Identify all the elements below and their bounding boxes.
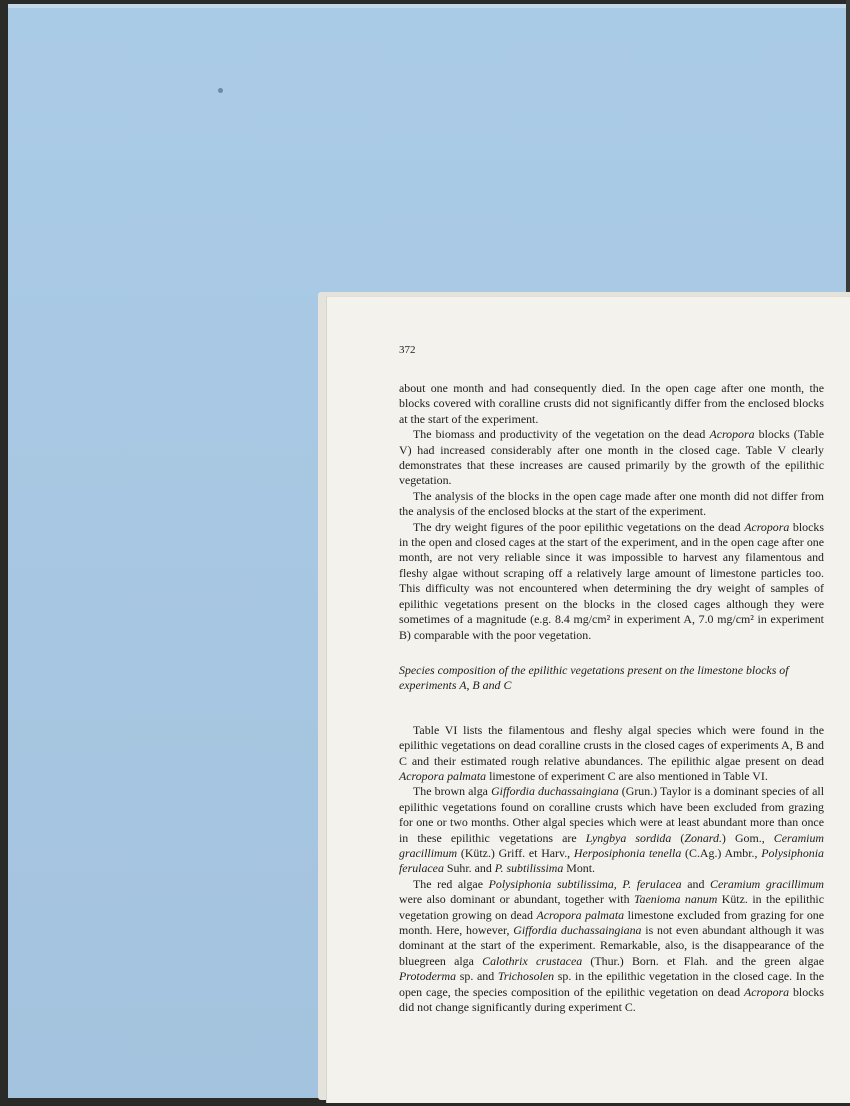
text-run: blocks in the open and closed cages at the start of the experiment, and in the open cage after one month, are not very reliable since it was impossible to harvest any filamentous and fleshy algae without scraping off a relatively large amount of limestone particles too. This difficulty was not encountered when determining the dry weight of samples of epilithic vegetations present on the blocks in the closed cages although they were sometimes of a magnitude (e.g. 8.4 mg/cm² in experiment A, 7.0 mg/cm² in experiment B) comparable with the poor vegetation. [399, 519, 824, 642]
text-run: and [681, 876, 711, 891]
italic-text: Calothrix crustacea [482, 953, 583, 968]
text-run: Mont. [563, 861, 595, 876]
italic-text: Acropora palmata [536, 907, 625, 922]
italic-text: Acropora [709, 427, 755, 442]
paragraph [399, 520, 824, 643]
text-run: Kütz. in the epilithic vegetation growing on dead [399, 892, 825, 922]
text-run: (C.Ag.) Ambr., [681, 845, 762, 860]
paragraph [399, 427, 824, 489]
text-run: The dry weight figures of the poor epilithic vegetations on the dead [413, 519, 745, 534]
italic-text: Trichosolen [497, 969, 555, 984]
text-run: blocks (Table V) had increased considerably after one month in the closed cage. Table V clearly demonstrates that these increases are caused primarily by the growth of the epilithic vegetation. [399, 427, 824, 488]
text-run: Table VI lists the filamentous and fleshy algal species which were found in the epilithic vegetations on dead coralline crusts in the closed cages of experiments A, B and C and their estimated rough relative abundances. The epilithic algae present on dead [399, 722, 824, 768]
document-page [326, 296, 850, 1103]
italic-text: Protoderma [399, 969, 457, 984]
italic-text: Herposiphonia tenella [573, 845, 682, 860]
paragraph [399, 381, 824, 427]
text-run: sp. and [456, 969, 498, 984]
italic-text: Taenioma nanum [634, 892, 718, 907]
text-run: ( [671, 830, 685, 845]
text-run: The biomass and productivity of the vegetation on the dead [413, 427, 710, 442]
italic-text: Acropora [744, 519, 790, 534]
text-run: Suhr. and [443, 861, 495, 876]
text-run: The red algae [413, 876, 489, 891]
page-number: 372 [399, 344, 416, 356]
italic-text: Polysiphonia ferulacea [399, 845, 824, 876]
section-heading [399, 663, 824, 694]
italic-text: Polysiphonia subtilissima, P. ferulacea [488, 876, 682, 891]
scan-edge-shadow [846, 0, 850, 296]
text-run: ) Gom., [721, 830, 774, 845]
italic-text: Giffordia duchassaingiana [513, 923, 642, 937]
body-text [399, 381, 824, 1015]
text-run: (Thur.) Born. et Flah. and the green algae [582, 953, 824, 968]
paper-speck [218, 88, 223, 93]
paragraph [399, 784, 824, 876]
text-run: sp. in the epilithic vegetation in the closed cage. In the open cage, the species composition of the epilithic vegetation on dead [399, 969, 825, 999]
text-run: (Kütz.) Griff. et Harv., [457, 845, 574, 860]
italic-text: Lyngbya sordida [585, 830, 672, 845]
text-run: is not even abundant although it was dominant at the start of the experiment. Remarkable, also, is the disappearance of the bluegreen alga [399, 923, 824, 968]
italic-text: P. subtilissima [494, 861, 564, 876]
text-run: limestone excluded from grazing for one month. Here, however, [399, 907, 824, 937]
text-run: The analysis of the blocks in the open cage made after one month did not differ from the analysis of the enclosed blocks at the start of the experiment. [399, 488, 824, 519]
italic-text: Giffordia duchassaingiana [491, 784, 619, 799]
blue-sheet-edge [8, 4, 846, 8]
text-run: were also dominant or abundant, together with [399, 892, 634, 907]
paragraph [399, 723, 824, 785]
text-run: Species composition of the epilithic vegetations present on the limestone blocks of experiments A, B and C [399, 662, 789, 693]
paragraph [399, 877, 824, 1016]
italic-text: Acropora [743, 984, 790, 999]
text-run: about one month and had consequently died. In the open cage after one month, the blocks covered with coralline crusts did not significantly differ from the enclosed blocks at the start of the experiment. [399, 381, 824, 426]
paragraph [399, 489, 824, 520]
italic-text: Zonard. [684, 830, 722, 845]
text-run: (Grun.) Taylor is a dominant species of all epilithic vegetations found on coralline crusts which have been excluded from grazing for one or two months. Other algal species which were at least abundant more than once in these epilithic vegetations are [399, 784, 824, 845]
text-run: blocks did not change significantly during experiment C. [399, 984, 824, 1015]
italic-text: Ceramium gracillimum [710, 876, 824, 891]
text-run: The brown alga [413, 784, 492, 799]
italic-text: Acropora palmata [399, 768, 487, 783]
italic-text: Ceramium gracillimum [399, 830, 824, 860]
text-run: limestone of experiment C are also mentioned in Table VI. [486, 768, 768, 783]
